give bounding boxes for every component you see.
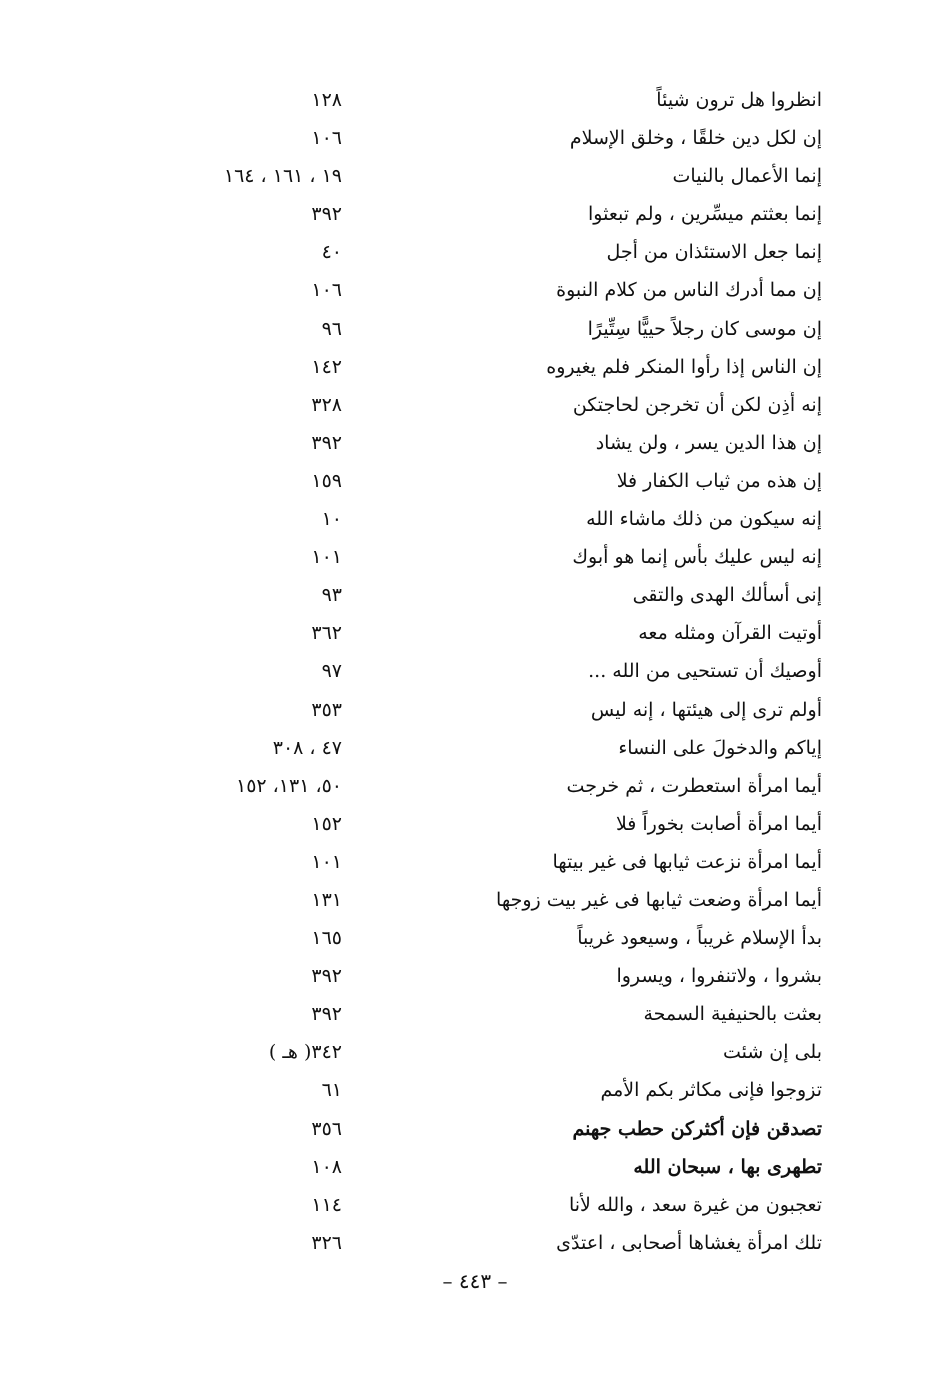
- page-references: ٦١: [321, 1079, 342, 1102]
- hadith-text: أيما امرأة أصابت بخوراً فلا: [615, 812, 822, 835]
- index-row: [0, 272, 950, 310]
- hadith-text: بعثت بالحنيفية السمحة: [643, 1003, 822, 1026]
- index-row: [0, 501, 950, 539]
- index-row: [0, 577, 950, 615]
- hadith-text: إن مما أدرك الناس من كلام النبوة: [556, 279, 822, 302]
- hadith-text: إنه سيكون من ذلك ماشاء الله: [586, 508, 822, 531]
- hadith-index-list: [0, 82, 950, 1263]
- hadith-text: بلى إن شئت: [722, 1041, 822, 1064]
- index-row: [0, 463, 950, 501]
- page-references: ١٠٦: [311, 279, 342, 302]
- page-references: ٩٣: [321, 584, 342, 607]
- page-references: ١٠١: [311, 546, 342, 569]
- hadith-text: أيما امرأة وضعت ثيابها فى غير بيت زوجها: [496, 888, 822, 911]
- index-row: [0, 996, 950, 1034]
- index-row: [0, 1225, 950, 1263]
- index-row: [0, 692, 950, 730]
- hadith-text: إنه أُذِن لكن أن تخرجن لحاجتكن: [572, 393, 822, 416]
- page-references: ٥٠، ١٣١، ١٥٢: [235, 774, 342, 797]
- hadith-text: أولم ترى إلى هيئتها ، إنه ليس: [590, 698, 822, 721]
- index-row: [0, 387, 950, 425]
- hadith-text: تلك امرأة يغشاها أصحابى ، اعتدّى: [556, 1231, 822, 1254]
- page-references: ١٠٦: [311, 127, 342, 150]
- page-references: ١٢٨: [311, 89, 342, 111]
- index-row: [0, 120, 950, 158]
- hadith-text: إنى أسألك الهدى والتقى: [632, 584, 822, 607]
- hadith-text: بشروا ، ولاتنفروا ، ويسروا: [616, 965, 822, 988]
- page-references: ٣٥٦: [311, 1117, 342, 1140]
- page-references: ٣٢٦: [311, 1231, 342, 1254]
- hadith-text: أيما امرأة نزعت ثيابها فى غير بيتها: [552, 850, 822, 873]
- index-row: [0, 1034, 950, 1072]
- hadith-text: إياكم والدخولَ على النساء: [618, 736, 822, 759]
- index-row: [0, 958, 950, 996]
- hadith-text: إنه ليس عليك بأس إنما هو أبوك: [572, 546, 822, 569]
- index-row: [0, 158, 950, 196]
- hadith-text: بدأ الإسلام غريباً ، وسيعود غريباً: [577, 927, 822, 950]
- hadith-text: انظروا هل ترون شيئاً: [656, 89, 822, 111]
- index-row: [0, 1072, 950, 1110]
- hadith-text: إنما جعل الاستئذان من أجل: [606, 241, 822, 264]
- index-row: [0, 349, 950, 387]
- index-row: [0, 539, 950, 577]
- hadith-text: إن هذه من ثياب الكفار فلا: [616, 469, 822, 492]
- page-references: ١٠٨: [311, 1155, 342, 1178]
- hadith-text: إنما بعثتم ميسِّرين ، ولم تبعثوا: [588, 203, 822, 226]
- page-references: ٣٤٢( هـ ): [268, 1041, 342, 1064]
- index-row: [0, 425, 950, 463]
- index-row: [0, 82, 950, 120]
- page-references: ٣٩٢: [311, 965, 342, 988]
- index-row: [0, 1149, 950, 1187]
- page-references: ٩٧: [321, 660, 342, 683]
- page-references: ٣٢٨: [311, 393, 342, 416]
- index-row: [0, 615, 950, 653]
- page-references: ١١٤: [311, 1193, 342, 1216]
- page-references: ٣٩٢: [311, 203, 342, 226]
- page-references: ٣٥٣: [311, 698, 342, 721]
- page-references: ١٩ ، ١٦١ ، ١٦٤: [223, 165, 342, 188]
- index-row: [0, 806, 950, 844]
- page-references: ٤٧ ، ٣٠٨: [272, 736, 342, 759]
- index-row: [0, 196, 950, 234]
- hadith-text: إن موسى كان رجلاً حييًّا سِتِّيرًا: [587, 317, 822, 340]
- index-row: [0, 653, 950, 691]
- index-row: [0, 920, 950, 958]
- hadith-text: أوتيت القرآن ومثله معه: [638, 622, 822, 645]
- index-row: [0, 1111, 950, 1149]
- page-references: ١٤٢: [311, 355, 342, 378]
- page-references: ١٠: [321, 508, 342, 531]
- index-row: [0, 311, 950, 349]
- hadith-text: تزوجوا فإنى مكاثر بكم الأمم: [600, 1079, 822, 1102]
- page-references: ٣٩٢: [311, 1003, 342, 1026]
- hadith-text: تطهرى بها ، سبحان الله: [633, 1155, 822, 1178]
- hadith-text: إنما الأعمال بالنيات: [672, 165, 822, 188]
- hadith-text: تعجبون من غيرة سعد ، والله لأنا: [568, 1193, 822, 1216]
- hadith-text: أيما امرأة استعطرت ، ثم خرجت: [566, 774, 822, 797]
- hadith-text: إن الناس إذا رأوا المنكر فلم يغيروه: [546, 355, 822, 378]
- page-references: ٣٩٢: [311, 431, 342, 454]
- hadith-text: تصدقن فإن أكثركن حطب جهنم: [572, 1117, 822, 1140]
- index-row: [0, 844, 950, 882]
- page-references: ١٦٥: [311, 927, 342, 950]
- page-references: ١٥٢: [311, 812, 342, 835]
- hadith-text: إن هذا الدين يسر ، ولن يشاد: [595, 431, 822, 454]
- index-row: [0, 234, 950, 272]
- hadith-text: إن لكل دين خلقًا ، وخلق الإسلام: [569, 127, 822, 150]
- page-references: ١٠١: [311, 850, 342, 873]
- page-references: ٩٦: [321, 317, 342, 340]
- index-row: [0, 1187, 950, 1225]
- index-row: [0, 882, 950, 920]
- page-references: ٤٠: [321, 241, 342, 264]
- hadith-text: أوصيك أن تستحيى من الله ...: [588, 660, 822, 683]
- index-row: [0, 730, 950, 768]
- page-references: ١٣١: [311, 888, 342, 911]
- index-row: [0, 768, 950, 806]
- page-references: ١٥٩: [311, 469, 342, 492]
- page-references: ٣٦٢: [311, 622, 342, 645]
- page-number: – ٤٤٣ –: [442, 1269, 508, 1293]
